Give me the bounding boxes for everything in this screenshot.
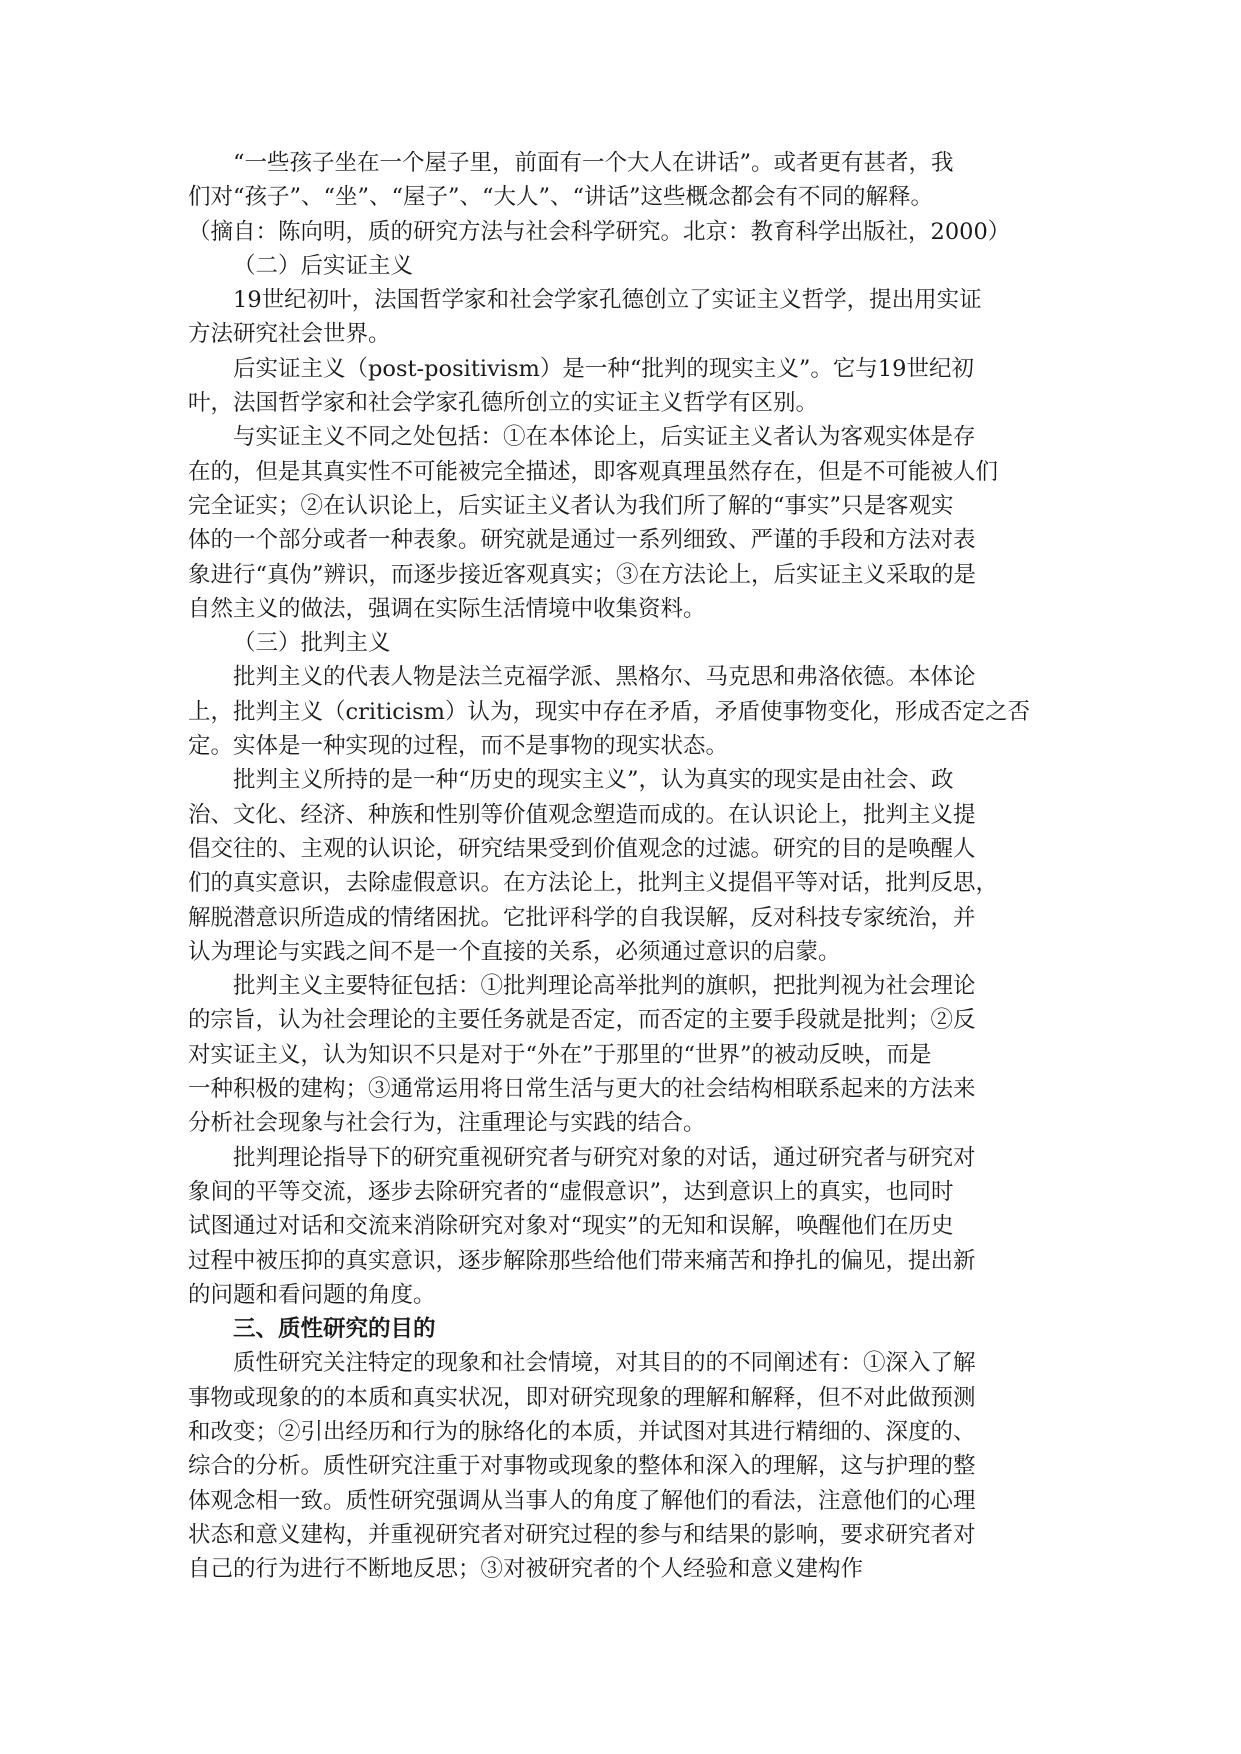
- text-line: 的问题和看问题的角度。: [188, 1281, 436, 1308]
- text-line: 分析社会现象与社会行为，注重理论与实践的结合。: [188, 1110, 706, 1137]
- text-line: 方法研究社会世界。: [188, 321, 391, 348]
- text-line: 解脱潜意识所造成的情绪困扰。它批评科学的自我误解，反对科技专家统治，并: [188, 904, 976, 931]
- text-line: 事物或现象的的本质和真实状况，即对研究现象的理解和解释，但不对此做预测: [188, 1384, 976, 1411]
- text-line: 批判理论指导下的研究重视研究者与研究对象的对话，通过研究者与研究对: [233, 1144, 976, 1171]
- text-line: 和改变；②引出经历和行为的脉络化的本质，并试图对其进行精细的、深度的、: [188, 1418, 976, 1445]
- text-line: 自然主义的做法，强调在实际生活情境中收集资料。: [188, 595, 706, 622]
- document-page: [188, 146, 1068, 1586]
- text-line: 试图通过对话和交流来消除研究对象对“现实”的无知和误解，唤醒他们在历史: [188, 1213, 954, 1240]
- text-line: 批判主义的代表人物是法兰克福学派、黑格尔、马克思和弗洛依德。本体论: [233, 664, 976, 691]
- text-line: “一些孩子坐在一个屋子里，前面有一个大人在讲话”。或者更有甚者，我: [233, 150, 954, 176]
- text-line: 批判主义主要特征包括：①批判理论高举批判的旗帜，把批判视为社会理论: [233, 973, 976, 1000]
- text-line: 上，批判主义（criticism）认为，现实中存在矛盾，矛盾使事物变化，形成否定之否: [188, 698, 1030, 725]
- text-line: 后实证主义（post-positivism）是一种“批判的现实主义”。它与19世纪初: [233, 355, 974, 382]
- text-line: 认为理论与实践之间不是一个直接的关系，必须通过意识的启蒙。: [188, 938, 841, 965]
- text-line: 对实证主义，认为知识不只是对于“外在”于那里的“世界”的被动反映，而是: [188, 1041, 932, 1068]
- text-line: 过程中被压抑的真实意识，逐步解除那些给他们带来痛苦和挣扎的偏见，提出新: [188, 1247, 976, 1274]
- text-line: 们对“孩子”、“坐”、“屋子”、“大人”、“讲话”这些概念都会有不同的解释。: [188, 184, 934, 211]
- text-line: 一种积极的建构；③通常运用将日常生活与更大的社会结构相联系起来的方法来: [188, 1076, 976, 1103]
- text-line: 体观念相一致。质性研究强调从当事人的角度了解他们的看法，注意他们的心理: [188, 1487, 976, 1514]
- text-line: 象间的平等交流，逐步去除研究者的“虚假意识”，达到意识上的真实，也同时: [188, 1178, 954, 1205]
- text-line: 叶，法国哲学家和社会学家孔德所创立的实证主义哲学有区别。: [188, 390, 819, 417]
- text-line: 批判主义所持的是一种“历史的现实主义”，认为真实的现实是由社会、政: [233, 767, 954, 794]
- text-line: （二）后实证主义: [233, 252, 414, 279]
- text-line: （三）批判主义: [233, 630, 391, 657]
- text-line: （摘自：陈向明，质的研究方法与社会科学研究。北京：教育科学出版社，2000）: [188, 218, 1011, 245]
- section-heading: 三、质性研究的目的: [233, 1316, 436, 1343]
- text-line: 与实证主义不同之处包括：①在本体论上，后实证主义者认为客观实体是存: [233, 424, 976, 451]
- text-line: 象进行“真伪”辨识，而逐步接近客观真实；③在方法论上，后实证主义采取的是: [188, 561, 977, 588]
- text-line: 自己的行为进行不断地反思；③对被研究者的个人经验和意义建构作: [188, 1556, 864, 1583]
- text-line: 综合的分析。质性研究注重于对事物或现象的整体和深入的理解，这与护理的整: [188, 1453, 976, 1480]
- text-line: 完全证实；②在认识论上，后实证主义者认为我们所了解的“事实”只是客观实: [188, 492, 954, 519]
- text-line: 们的真实意识，去除虚假意识。在方法论上，批判主义提倡平等对话，批判反思，: [188, 870, 999, 897]
- text-line: 质性研究关注特定的现象和社会情境，对其目的的不同阐述有：①深入了解: [233, 1350, 976, 1377]
- text-line: 的宗旨，认为社会理论的主要任务就是否定，而否定的主要手段就是批判；②反: [188, 1007, 976, 1034]
- text-line: 定。实体是一种实现的过程，而不是事物的现实状态。: [188, 733, 729, 760]
- text-line: 19世纪初叶，法国哲学家和社会学家孔德创立了实证主义哲学，提出用实证: [233, 287, 982, 314]
- text-line: 在的，但是其真实性不可能被完全描述，即客观真理虽然存在，但是不可能被人们: [188, 458, 999, 485]
- text-line: 体的一个部分或者一种表象。研究就是通过一系列细致、严谨的手段和方法对表: [188, 527, 976, 554]
- text-line: 倡交往的、主观的认识论，研究结果受到价值观念的过滤。研究的目的是唤醒人: [188, 835, 976, 862]
- text-line: 治、文化、经济、种族和性别等价值观念塑造而成的。在认识论上，批判主义提: [188, 801, 976, 828]
- text-line: 状态和意义建构，并重视研究者对研究过程的参与和结果的影响，要求研究者对: [188, 1521, 976, 1548]
